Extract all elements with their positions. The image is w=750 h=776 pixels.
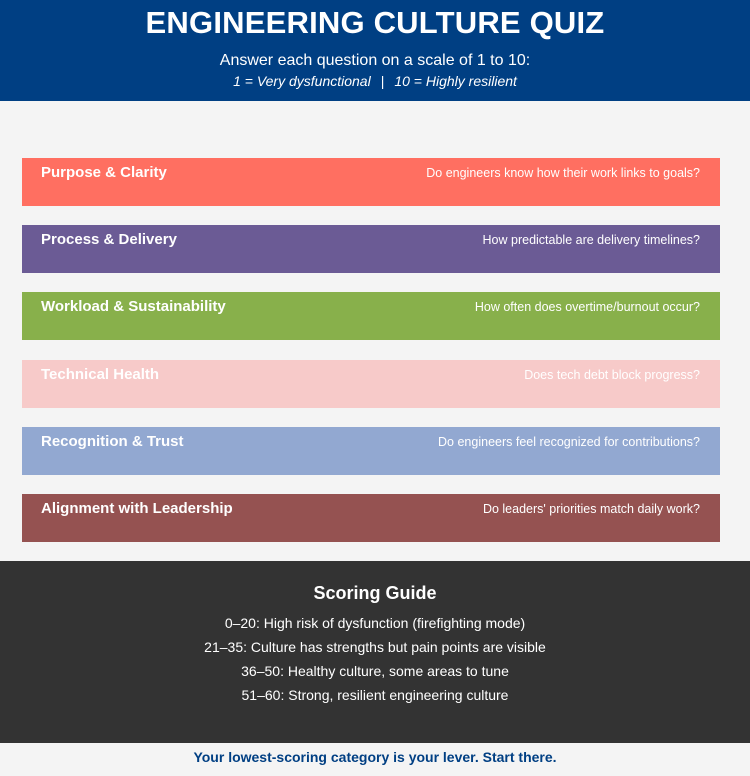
category-recognition-trust (22, 427, 720, 475)
category-process-delivery (22, 225, 720, 273)
scoring-guide-title: Scoring Guide (313, 583, 437, 603)
scale-high-label: 10 = Highly resilient (394, 73, 517, 89)
category-question: Do engineers know how their work links to goals? (426, 166, 700, 180)
category-question: How often does overtime/burnout occur? (474, 300, 700, 314)
category-name: Technical Health (41, 366, 160, 383)
category-question: Do engineers feel recognized for contributions? (438, 435, 700, 449)
scale-low-label: 1 = Very dysfunctional (233, 73, 371, 89)
category-name: Recognition & Trust (41, 433, 184, 450)
category-question: Does tech debt block progress? (524, 368, 700, 382)
scoring-range: 51–60: Strong, resilient engineering culture (241, 687, 509, 703)
scoring-range: 21–35: Culture has strengths but pain points are visible (204, 639, 546, 655)
category-alignment-leadership (22, 494, 720, 542)
scale-legend (0, 73, 750, 89)
category-question: Do leaders' priorities match daily work? (482, 502, 700, 516)
category-technical-health (22, 360, 720, 408)
category-workload-sustainability (22, 292, 720, 340)
category-name: Alignment with Leadership (41, 500, 233, 517)
category-question: How predictable are delivery timelines? (482, 233, 700, 247)
category-purpose-clarity (22, 158, 720, 206)
category-name: Workload & Sustainability (41, 298, 226, 315)
category-name: Process & Delivery (41, 231, 177, 248)
footer-tagline: Your lowest-scoring category is your lever. Start there. (193, 749, 557, 765)
header-banner (0, 0, 750, 101)
category-name: Purpose & Clarity (41, 164, 167, 181)
scoring-range: 0–20: High risk of dysfunction (firefighting mode) (224, 615, 526, 631)
scale-separator: | (380, 73, 385, 89)
scoring-guide (0, 561, 750, 743)
instructions-text: Answer each question on a scale of 1 to 10: (219, 52, 531, 69)
scoring-range: 36–50: Healthy culture, some areas to tune (241, 663, 509, 679)
page-title: ENGINEERING CULTURE QUIZ (145, 5, 605, 40)
